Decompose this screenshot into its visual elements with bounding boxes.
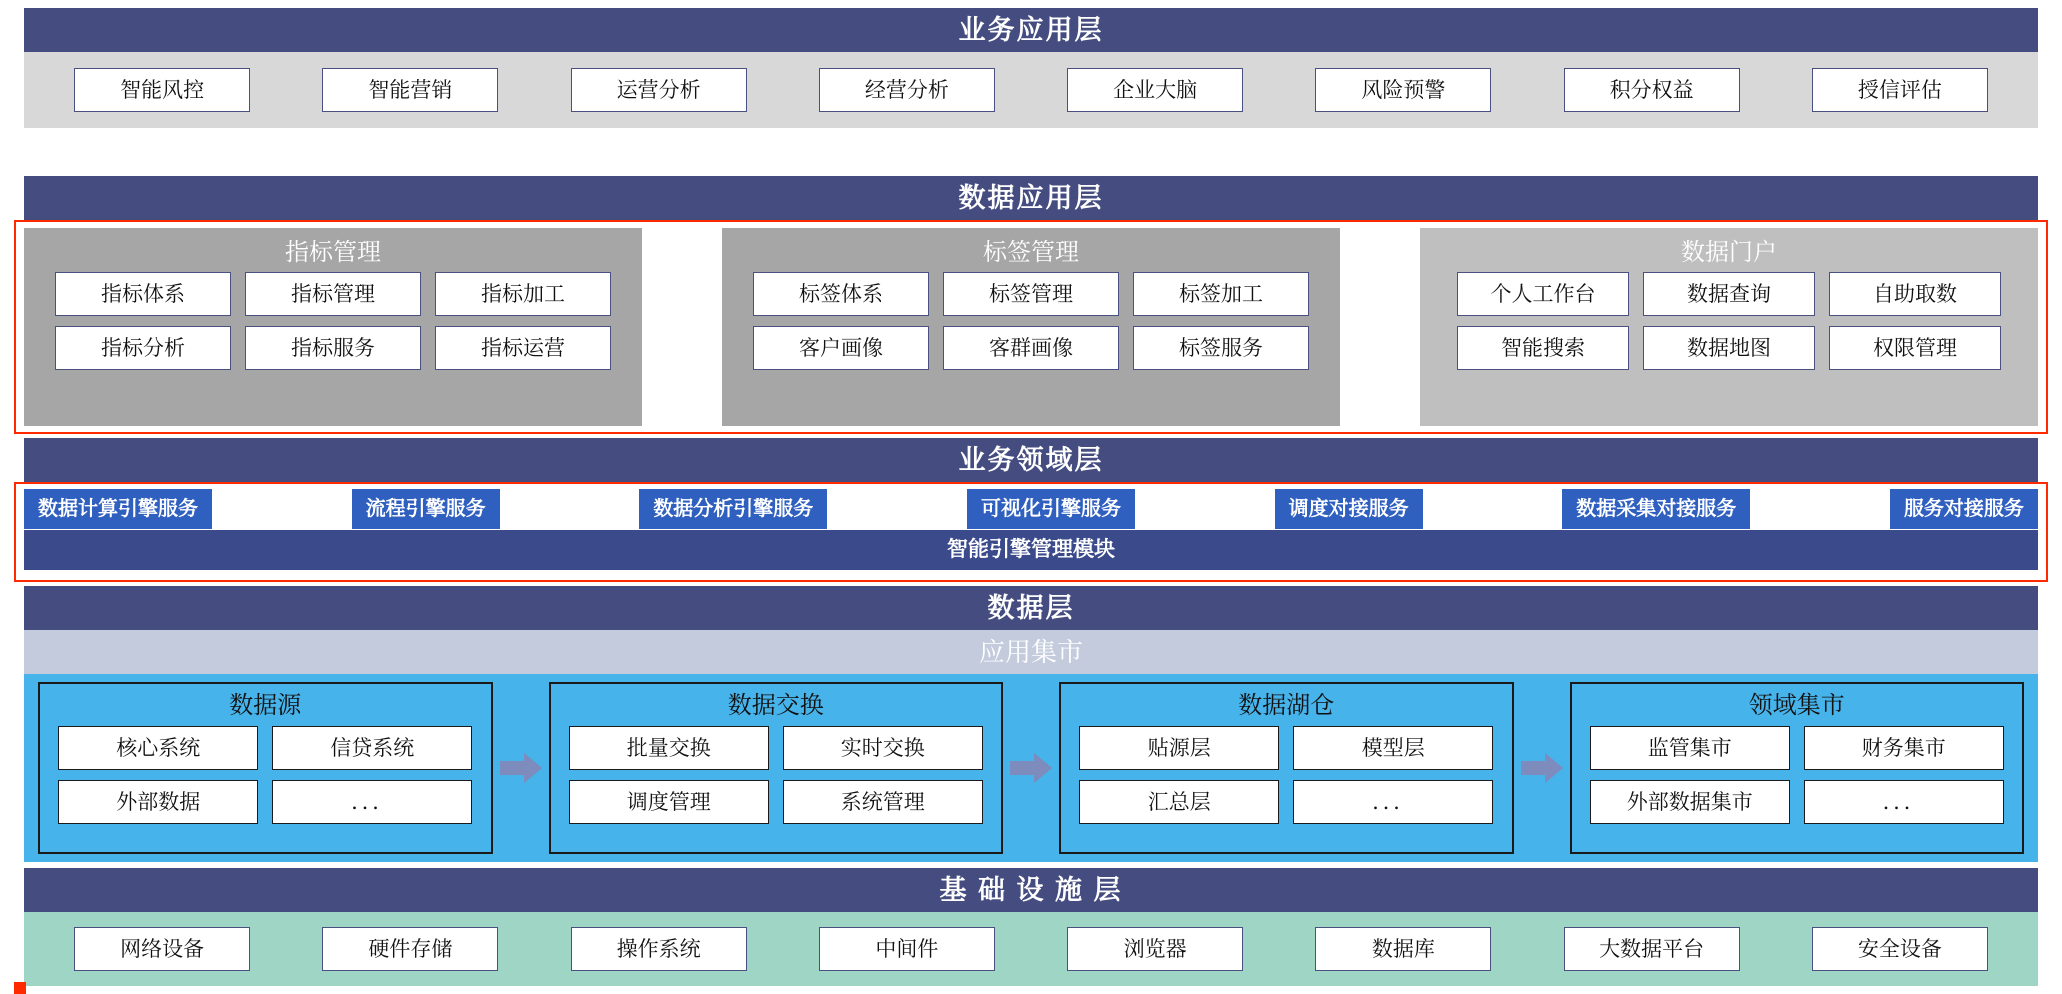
group-domain-market xyxy=(1570,682,2025,854)
group-title: 数据湖仓 xyxy=(1238,692,1335,719)
lakehouse-item[interactable]: ．．． xyxy=(1293,780,1493,824)
domain-market-item[interactable]: 监管集市 xyxy=(1590,726,1790,770)
portal-item[interactable]: 智能搜索 xyxy=(1457,326,1629,370)
tag-item[interactable]: 标签服务 xyxy=(1133,326,1309,370)
infra-item[interactable]: 硬件存储 xyxy=(322,927,498,971)
biz-app-item[interactable]: 风险预警 xyxy=(1315,68,1491,112)
tag-item[interactable]: 标签管理 xyxy=(943,272,1119,316)
group-title: 标签管理 xyxy=(983,239,1079,266)
infrastructure-layer-title: 基 础 设 施 层 xyxy=(24,868,2038,912)
biz-app-item[interactable]: 经营分析 xyxy=(819,68,995,112)
metric-item[interactable]: 指标分析 xyxy=(55,326,231,370)
engine-service[interactable]: 流程引擎服务 xyxy=(352,489,500,529)
engine-service[interactable]: 服务对接服务 xyxy=(1890,489,2038,529)
group-title: 指标管理 xyxy=(285,239,381,266)
data-exchange-item[interactable]: 批量交换 xyxy=(569,726,769,770)
portal-item[interactable]: 权限管理 xyxy=(1829,326,2001,370)
tag-item[interactable]: 客群画像 xyxy=(943,326,1119,370)
flow-arrow-icon xyxy=(1520,751,1564,785)
biz-app-item[interactable]: 授信评估 xyxy=(1812,68,1988,112)
engine-services-row xyxy=(24,486,2038,532)
data-exchange-item[interactable]: 调度管理 xyxy=(569,780,769,824)
group-title: 数据源 xyxy=(229,692,302,719)
business-application-layer-title: 业务应用层 xyxy=(24,8,2038,52)
domain-market-item[interactable]: 财务集市 xyxy=(1804,726,2004,770)
biz-app-item[interactable]: 积分权益 xyxy=(1564,68,1740,112)
group-data-portal xyxy=(1420,228,2038,426)
engine-service[interactable]: 数据采集对接服务 xyxy=(1562,489,1750,529)
domain-market-item[interactable]: 外部数据集市 xyxy=(1590,780,1790,824)
group-title: 领域集市 xyxy=(1748,692,1845,719)
corner-marker xyxy=(14,982,26,994)
data-source-item[interactable]: 外部数据 xyxy=(58,780,258,824)
business-application-layer-items xyxy=(24,52,2038,128)
group-metric-management xyxy=(24,228,642,426)
tag-item[interactable]: 客户画像 xyxy=(753,326,929,370)
domain-market-item[interactable]: ．．． xyxy=(1804,780,2004,824)
portal-item[interactable]: 数据地图 xyxy=(1643,326,1815,370)
group-title: 数据门户 xyxy=(1681,239,1777,266)
engine-service[interactable]: 调度对接服务 xyxy=(1275,489,1423,529)
infra-item[interactable]: 数据库 xyxy=(1315,927,1491,971)
infra-item[interactable]: 安全设备 xyxy=(1812,927,1988,971)
lakehouse-item[interactable]: 模型层 xyxy=(1293,726,1493,770)
data-source-item[interactable]: 信贷系统 xyxy=(272,726,472,770)
business-domain-layer-title: 业务领域层 xyxy=(24,438,2038,482)
tag-item[interactable]: 标签加工 xyxy=(1133,272,1309,316)
flow-arrow-icon xyxy=(499,751,543,785)
infra-item[interactable]: 操作系统 xyxy=(571,927,747,971)
biz-app-item[interactable]: 运营分析 xyxy=(571,68,747,112)
infrastructure-layer-items xyxy=(24,912,2038,986)
metric-item[interactable]: 指标体系 xyxy=(55,272,231,316)
data-application-layer-title: 数据应用层 xyxy=(24,176,2038,220)
data-layer-title: 数据层 xyxy=(24,586,2038,630)
metric-item[interactable]: 指标加工 xyxy=(435,272,611,316)
infra-item[interactable]: 网络设备 xyxy=(74,927,250,971)
metric-item[interactable]: 指标服务 xyxy=(245,326,421,370)
biz-app-item[interactable]: 企业大脑 xyxy=(1067,68,1243,112)
engine-service[interactable]: 数据计算引擎服务 xyxy=(24,489,212,529)
metric-item[interactable]: 指标运营 xyxy=(435,326,611,370)
engine-management-module[interactable]: 智能引擎管理模块 xyxy=(24,530,2038,570)
tag-item[interactable]: 标签体系 xyxy=(753,272,929,316)
data-source-item[interactable]: 核心系统 xyxy=(58,726,258,770)
biz-app-item[interactable]: 智能风控 xyxy=(74,68,250,112)
data-exchange-item[interactable]: 系统管理 xyxy=(783,780,983,824)
lakehouse-item[interactable]: 贴源层 xyxy=(1079,726,1279,770)
portal-item[interactable]: 数据查询 xyxy=(1643,272,1815,316)
biz-app-item[interactable]: 智能营销 xyxy=(322,68,498,112)
group-tag-management xyxy=(722,228,1340,426)
group-data-source xyxy=(38,682,493,854)
group-data-exchange xyxy=(549,682,1004,854)
group-title: 数据交换 xyxy=(727,692,824,719)
data-layer-groups xyxy=(38,682,2024,854)
portal-item[interactable]: 个人工作台 xyxy=(1457,272,1629,316)
infra-item[interactable]: 大数据平台 xyxy=(1564,927,1740,971)
group-data-lakehouse xyxy=(1059,682,1514,854)
data-application-groups xyxy=(24,228,2038,426)
lakehouse-item[interactable]: 汇总层 xyxy=(1079,780,1279,824)
infra-item[interactable]: 中间件 xyxy=(819,927,995,971)
infra-item[interactable]: 浏览器 xyxy=(1067,927,1243,971)
engine-service[interactable]: 数据分析引擎服务 xyxy=(639,489,827,529)
engine-service[interactable]: 可视化引擎服务 xyxy=(967,489,1135,529)
data-source-item[interactable]: ．．． xyxy=(272,780,472,824)
metric-item[interactable]: 指标管理 xyxy=(245,272,421,316)
data-exchange-item[interactable]: 实时交换 xyxy=(783,726,983,770)
portal-item[interactable]: 自助取数 xyxy=(1829,272,2001,316)
flow-arrow-icon xyxy=(1009,751,1053,785)
application-market-bar: 应用集市 xyxy=(24,630,2038,674)
